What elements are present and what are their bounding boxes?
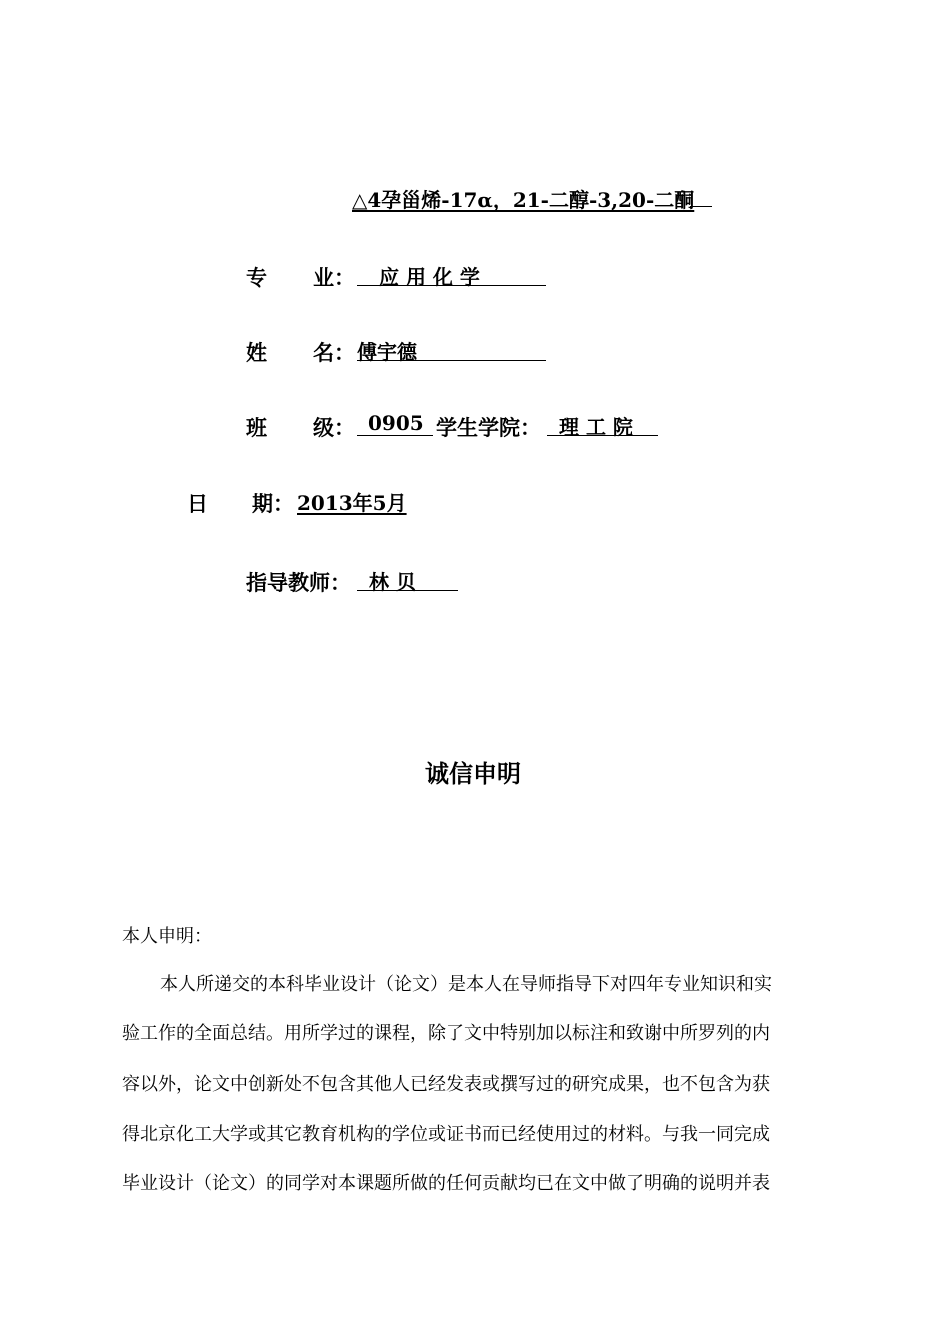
class-label-a: 班 xyxy=(246,415,267,440)
name-value: 傅宇德 xyxy=(357,340,417,364)
class-label-b: 级： xyxy=(313,415,355,440)
class-value: 0905 xyxy=(368,411,424,435)
advisor-value: 林 贝 xyxy=(369,570,416,594)
date-label-a: 日 xyxy=(187,491,208,516)
title-underline-tail xyxy=(690,206,712,207)
declaration-heading: 诚信申明 xyxy=(425,759,521,788)
major-label-b: 业： xyxy=(313,265,355,290)
name-field xyxy=(357,336,546,364)
declaration-intro: 本人申明： xyxy=(122,926,212,947)
advisor-label: 指导教师： xyxy=(246,570,351,595)
date-label-b: 期： xyxy=(252,491,294,516)
college-value: 理 工 院 xyxy=(559,415,633,439)
major-value: 应 用 化 学 xyxy=(379,265,480,289)
name-label-a: 姓 xyxy=(246,340,267,365)
class-field xyxy=(357,411,433,436)
major-field xyxy=(357,261,546,289)
declaration-line: 本人所递交的本科毕业设计（论文）是本人在导师指导下对四年专业知识和实 xyxy=(160,974,772,995)
declaration-line: 验工作的全面总结。用所学过的课程，除了文中特别加以标注和致谢中所罗列的内 xyxy=(122,1023,770,1044)
college-label: 学生学院： xyxy=(436,415,541,440)
college-field xyxy=(547,411,658,439)
advisor-field xyxy=(357,566,458,594)
declaration-line: 毕业设计（论文）的同学对本课题所做的任何贡献均已在文中做了明确的说明并表 xyxy=(122,1173,770,1194)
major-label-a: 专 xyxy=(246,265,267,290)
declaration-line: 得北京化工大学或其它教育机构的学位或证书而已经使用过的材料。与我一同完成 xyxy=(122,1124,770,1145)
thesis-title: △4孕甾烯-17α，21-二醇-3,20-二酮 xyxy=(352,188,695,212)
date-value: 2013年5月 xyxy=(297,491,407,515)
declaration-line: 容以外，论文中创新处不包含其他人已经发表或撰写过的研究成果，也不包含为获 xyxy=(122,1074,770,1095)
name-label-b: 名： xyxy=(313,340,355,365)
